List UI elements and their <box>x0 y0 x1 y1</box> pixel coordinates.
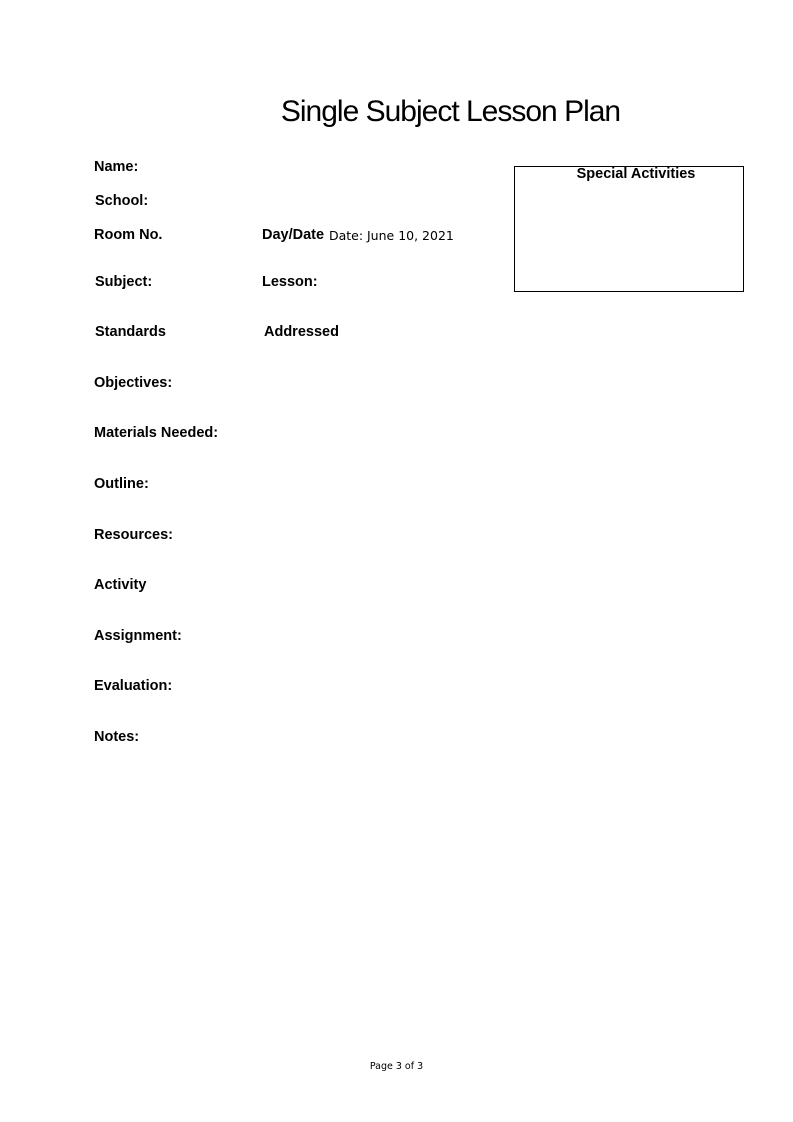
document-title: Single Subject Lesson Plan <box>280 95 621 128</box>
date-value: June 10, 2021 <box>367 228 454 243</box>
outline-label: Outline: <box>94 476 149 492</box>
objectives-label: Objectives: <box>94 375 173 391</box>
day-date-label: Day/Date <box>262 227 325 243</box>
addressed-label: Addressed <box>264 324 339 340</box>
standards-label: Standards <box>95 324 166 340</box>
date-prefix: Date: <box>329 228 364 243</box>
school-label: School: <box>95 193 149 209</box>
name-label: Name: <box>94 159 139 175</box>
special-activities-box <box>514 166 744 292</box>
assignment-label: Assignment: <box>94 628 182 644</box>
resources-label: Resources: <box>94 527 173 543</box>
special-activities-title: Special Activities <box>576 166 696 182</box>
notes-label: Notes: <box>94 729 140 745</box>
page-number: Page 3 of 3 <box>369 1061 424 1072</box>
subject-label: Subject: <box>95 274 153 290</box>
lesson-label: Lesson: <box>262 274 318 290</box>
room-number-label: Room No. <box>94 227 163 243</box>
materials-needed-label: Materials Needed: <box>94 425 219 441</box>
activity-label: Activity <box>94 577 147 593</box>
evaluation-label: Evaluation: <box>94 678 173 694</box>
